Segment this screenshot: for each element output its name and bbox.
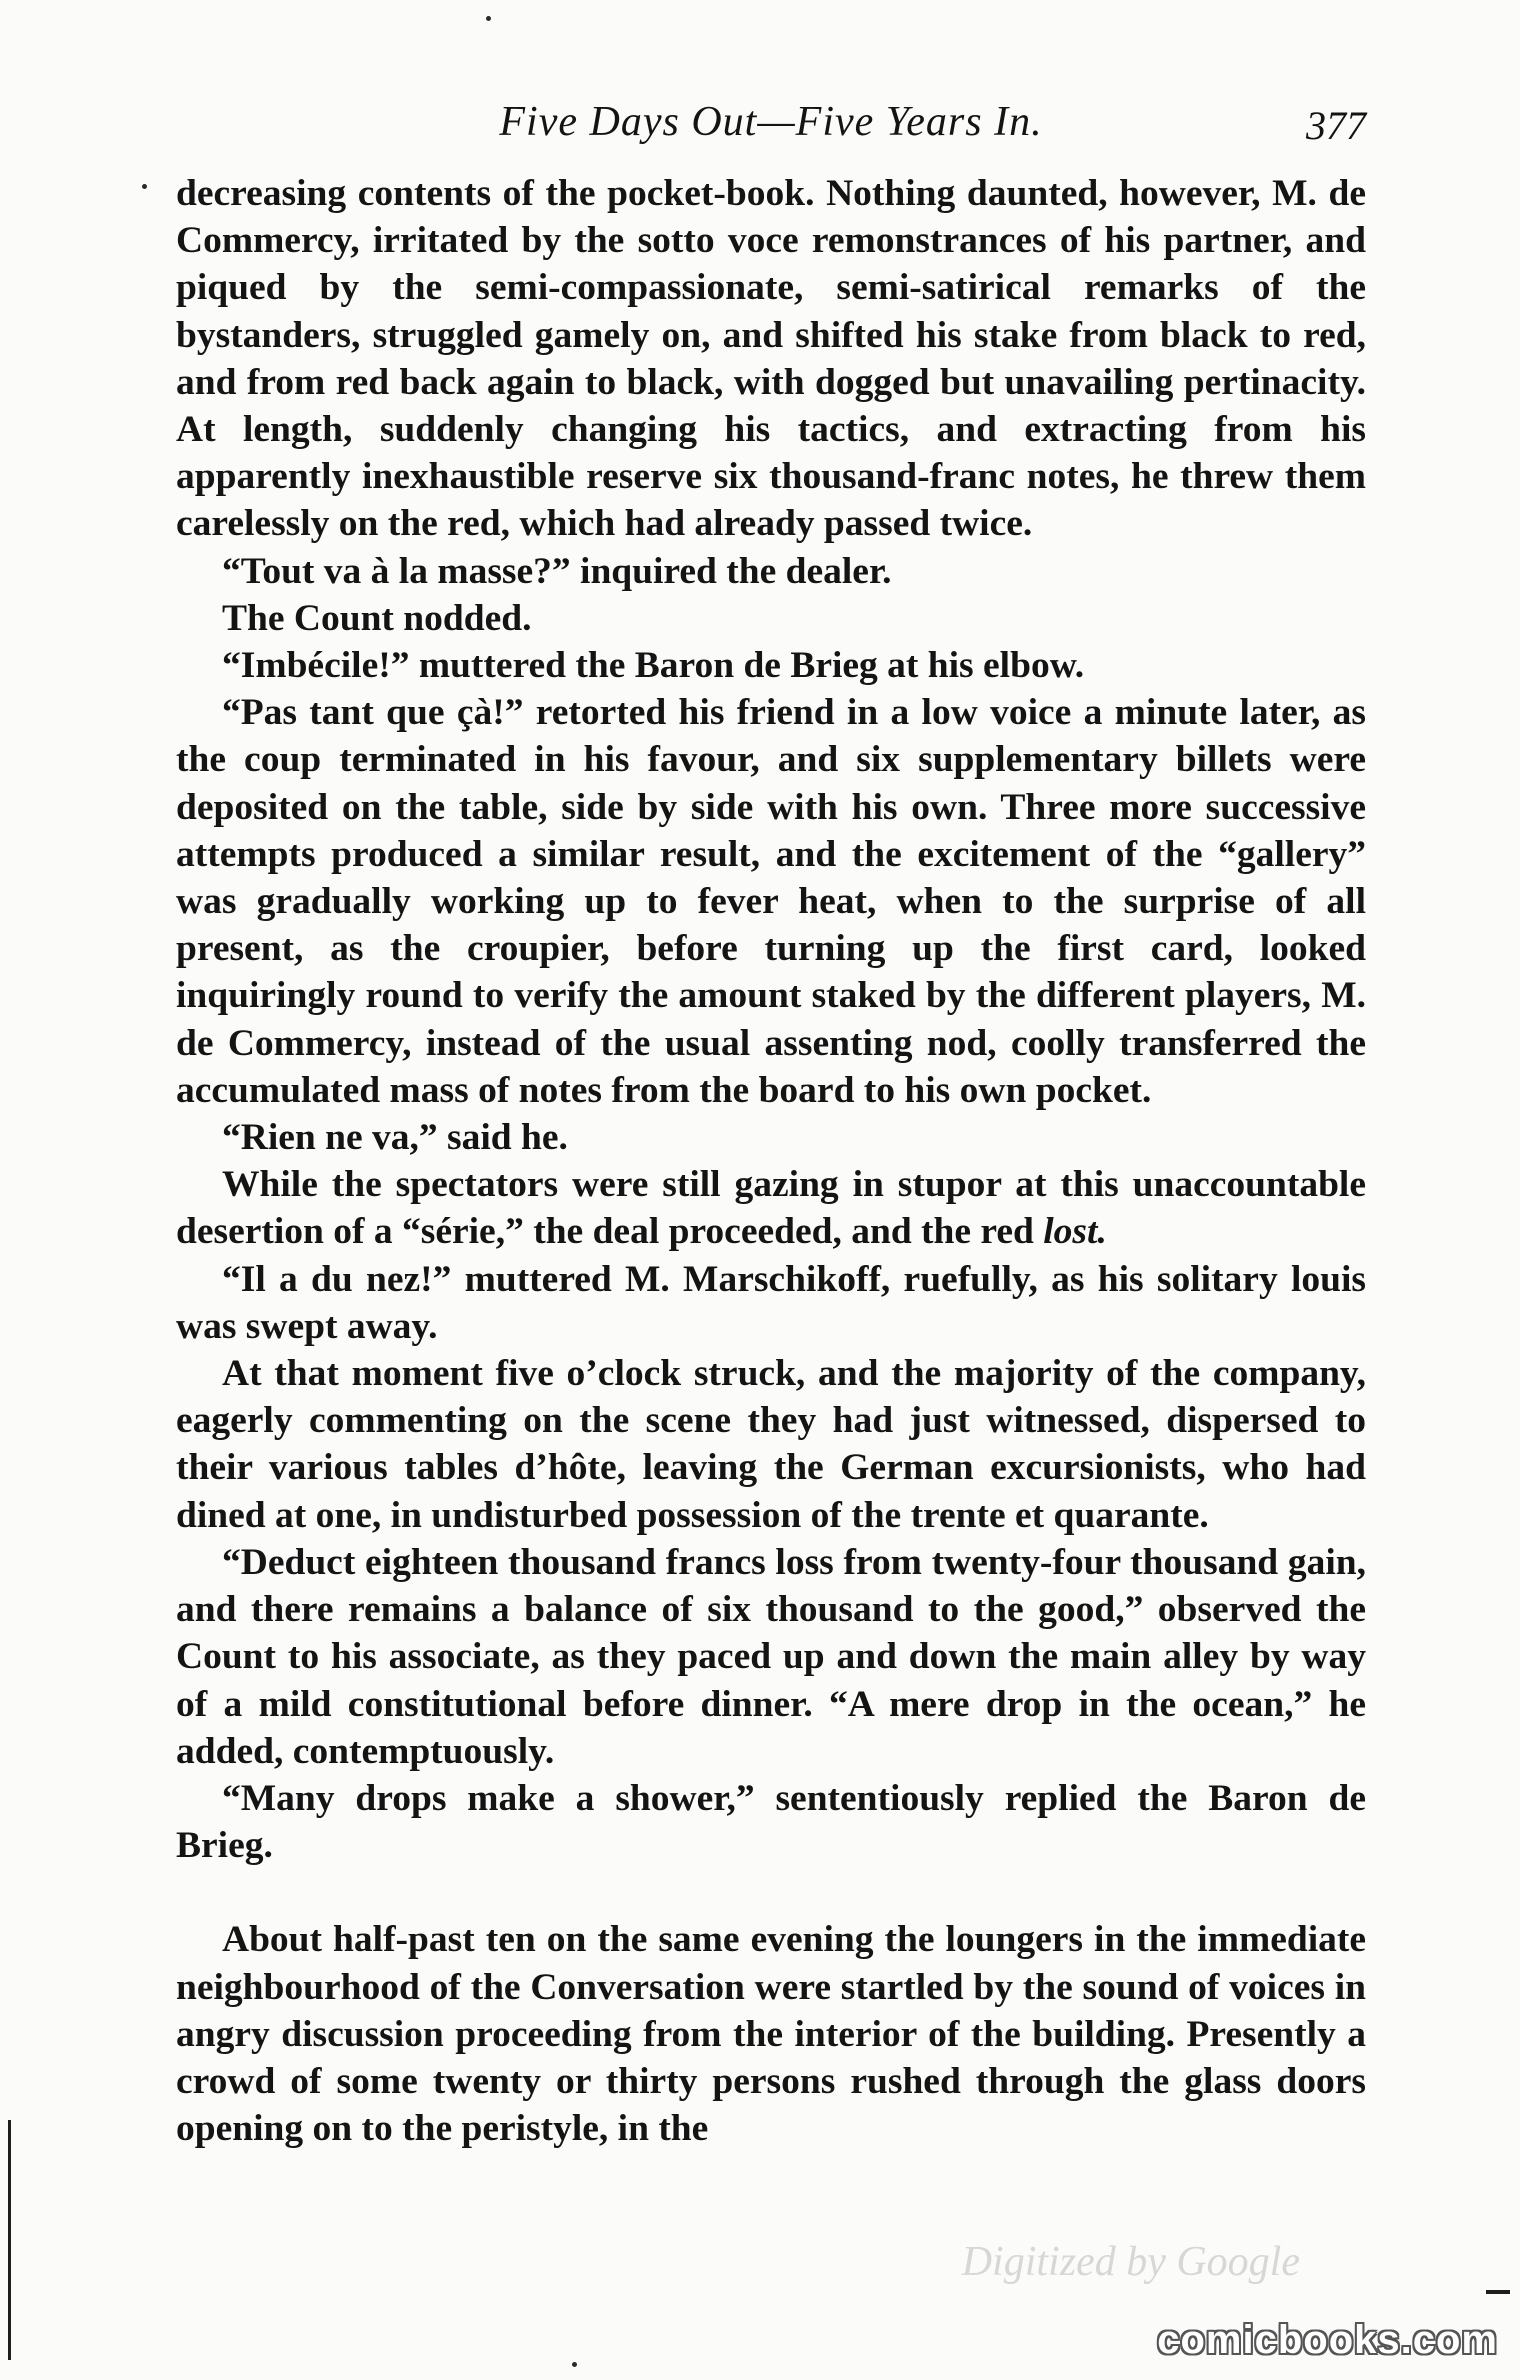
speck-mark bbox=[486, 16, 491, 21]
margin-dash bbox=[1486, 2290, 1510, 2294]
paragraph: “Pas tant que çà!” retorted his friend in a low voice a minute later, as the coup terminated in his favour, and six supplementary billets were deposited on the table, side by side with his own. Three more successive attempts produced a similar result, and the excitement of the “gallery” was gradually working up to fever heat, when to the surprise of all present, as the croupier, before turning up the first card, looked inquiringly round to verify the amount staked by the different players, M. de Commercy, instead of the usual assenting nod, coolly transferred the accumulated mass of notes from the board to his own pocket. bbox=[176, 692, 1366, 1111]
italic-word: lost. bbox=[1043, 1211, 1107, 1253]
google-watermark: Digitized by Google bbox=[961, 2239, 1300, 2285]
paragraph: “Tout va à la masse?” inquired the dealer. bbox=[222, 550, 892, 592]
paragraph: “Deduct eighteen thousand francs loss from twenty-four thousand gain, and there remains a balance of six thousand to the good,” observed the Count to his associate, as they paced up and down the main alley by way of a mild constitutional before dinner. “A mere drop in the ocean,” he added, contemptuously. bbox=[176, 1541, 1366, 1772]
running-title: Five Days Out—Five Years In. bbox=[499, 99, 1043, 145]
body-text bbox=[176, 170, 1366, 2152]
paragraph: decreasing contents of the pocket-book. Nothing daunted, however, M. de Commercy, irritated by the sotto voce remonstrances of his partner, and piqued by the semi-compassionate, semi-satirical remarks of the bystanders, struggled gamely on, and shifted his stake from black to red, and from red back again to black, with dogged but unavailing pertinacity. At length, suddenly changing his tactics, and extracting from his apparently inexhaustible reserve six thousand-franc notes, he threw them carelessly on the red, which had already passed twice. bbox=[176, 173, 1366, 545]
speck-mark bbox=[572, 2362, 577, 2367]
speck-mark bbox=[142, 184, 147, 189]
page-number: 377 bbox=[1306, 103, 1366, 148]
paragraph: At that moment five o’clock struck, and the majority of the company, eagerly commenting on the scene they had just witnessed, dispersed to their various tables d’hôte, leaving the German excursionists, who had dined at one, in undisturbed possession of the trente et quarante. bbox=[176, 1353, 1366, 1536]
site-watermark: comicbooks.com bbox=[1157, 2318, 1498, 2362]
paragraph-text: While the spectators were still gazing in stupor at this unaccountable desertion of a “série,” the deal proceeded, and the red bbox=[176, 1164, 1366, 1253]
paragraph: “Imbécile!” muttered the Baron de Brieg at his elbow. bbox=[222, 645, 1085, 687]
paragraph: About half-past ten on the same evening the loungers in the immediate neighbourhood of the Conversation were startled by the sound of voices in angry discussion proceeding from the interior of the building. Presently a crowd of some twenty or thirty persons rushed through the glass doors opening on to the peristyle, in the bbox=[176, 1919, 1366, 2150]
margin-rule bbox=[8, 2120, 11, 2360]
paragraph: “Rien ne va,” said he. bbox=[222, 1117, 568, 1159]
paragraph-with-italic bbox=[176, 1161, 1366, 1255]
paragraph: “Many drops make a shower,” sententiously replied the Baron de Brieg. bbox=[176, 1777, 1366, 1867]
paragraph: The Count nodded. bbox=[222, 597, 532, 639]
paragraph: “Il a du nez!” muttered M. Marschikoff, ruefully, as his solitary louis was swept away. bbox=[176, 1258, 1366, 1347]
page-header bbox=[176, 98, 1366, 158]
